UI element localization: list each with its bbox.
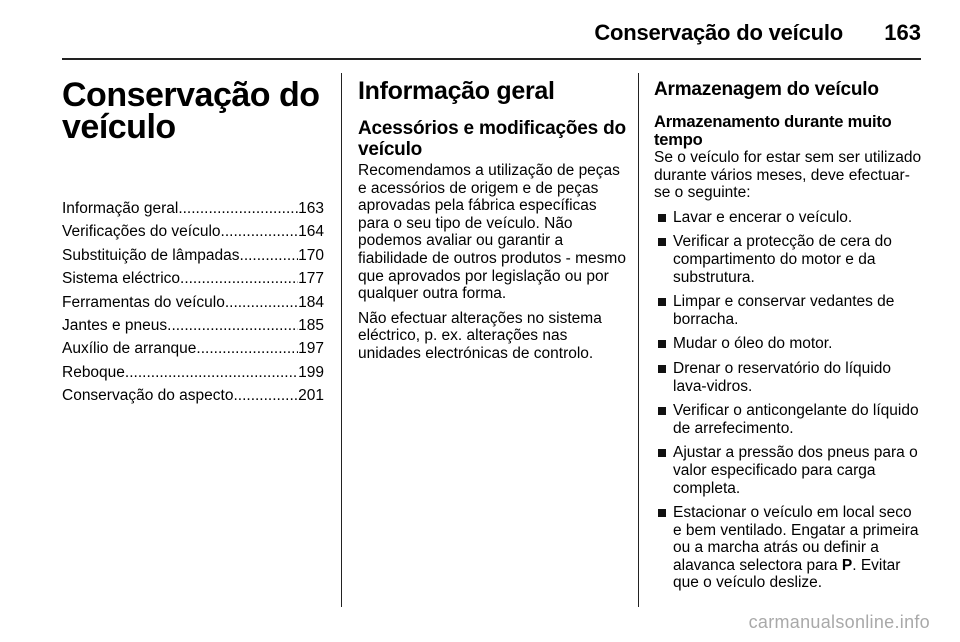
chapter-title [62,76,324,146]
page-number: 163 [884,20,921,45]
toc-item[interactable]: Auxílio de arranque ..... 197 [62,337,324,360]
column-divider-2 [638,73,639,607]
list-item: Lavar e encerar o veículo. [654,209,924,227]
page-header [62,14,921,60]
storage-column [654,73,924,599]
body-paragraph: Não efectuar alterações no sistema eléctrico, p. ex. alterações nas unidades electrónicas de controlo. [358,309,602,362]
toc-item[interactable]: Informação geral ..... 163 [62,197,324,220]
list-item: Drenar o reservatório do líquido lava-vidros. [654,360,924,395]
chapter-title-line-2: veículo [62,108,176,146]
watermark: carmanualsonline.info [748,612,930,632]
general-info-column [358,73,626,370]
body-paragraph: Se o veículo for estar sem ser utilizado durante vários meses, deve efectuar-se o seguinte: [654,149,922,202]
section-heading: Armazenagem do veículo [654,79,879,100]
storage-checklist [654,209,924,592]
list-item: Limpar e conservar vedantes de borracha. [654,293,924,328]
toc-item[interactable]: Sistema eléctrico ..... 177 [62,267,324,290]
gear-position-p: P [841,556,853,574]
running-title: Conservação do veículo [594,20,843,45]
section-heading: Informação geral [358,77,555,105]
toc-item[interactable]: Reboque ..... 199 [62,361,324,384]
list-item: Ajustar a pressão dos pneus para o valor especificado para carga completa. [654,444,924,497]
list-item: Estacionar o veículo em local seco e bem ventilado. Engatar a primeira ou a marcha atrás ou definir a alavanca selectora para P. Evitar que o veículo deslize. [654,504,924,592]
list-item: Verificar a protecção de cera do compartimento do motor e da substrutura. [654,233,924,286]
section-subheading: Armazenamento durante muito tempo [654,113,892,149]
toc-item[interactable]: Verificações do veículo ..... 164 [62,220,324,243]
section-subheading: Acessórios e modificações do veículo [358,118,626,160]
column-divider-1 [341,73,342,607]
chapter-title-line-1: Conservação do [62,76,320,114]
chapter-column [62,73,324,408]
list-item: Verificar o anticongelante do líquido de arrefecimento. [654,402,924,437]
body-paragraph: Recomendamos a utilização de peças e acessórios de origem e de peças aprovadas pela fábrica específicas para o seu tipo de veículo. Não podemos avaliar ou garantir a fiabilidade de outros produtos - mesmo que aprovados por legislação ou por qualquer outra forma. [358,162,626,303]
toc-item[interactable]: Jantes e pneus ..... 185 [62,314,324,337]
list-item: Mudar o óleo do motor. [654,335,924,353]
toc-item[interactable]: Ferramentas do veículo ..... 184 [62,291,324,314]
table-of-contents [62,197,324,408]
toc-item[interactable]: Conservação do aspecto ..... 201 [62,384,324,407]
toc-item[interactable]: Substituição de lâmpadas ..... 170 [62,244,324,267]
